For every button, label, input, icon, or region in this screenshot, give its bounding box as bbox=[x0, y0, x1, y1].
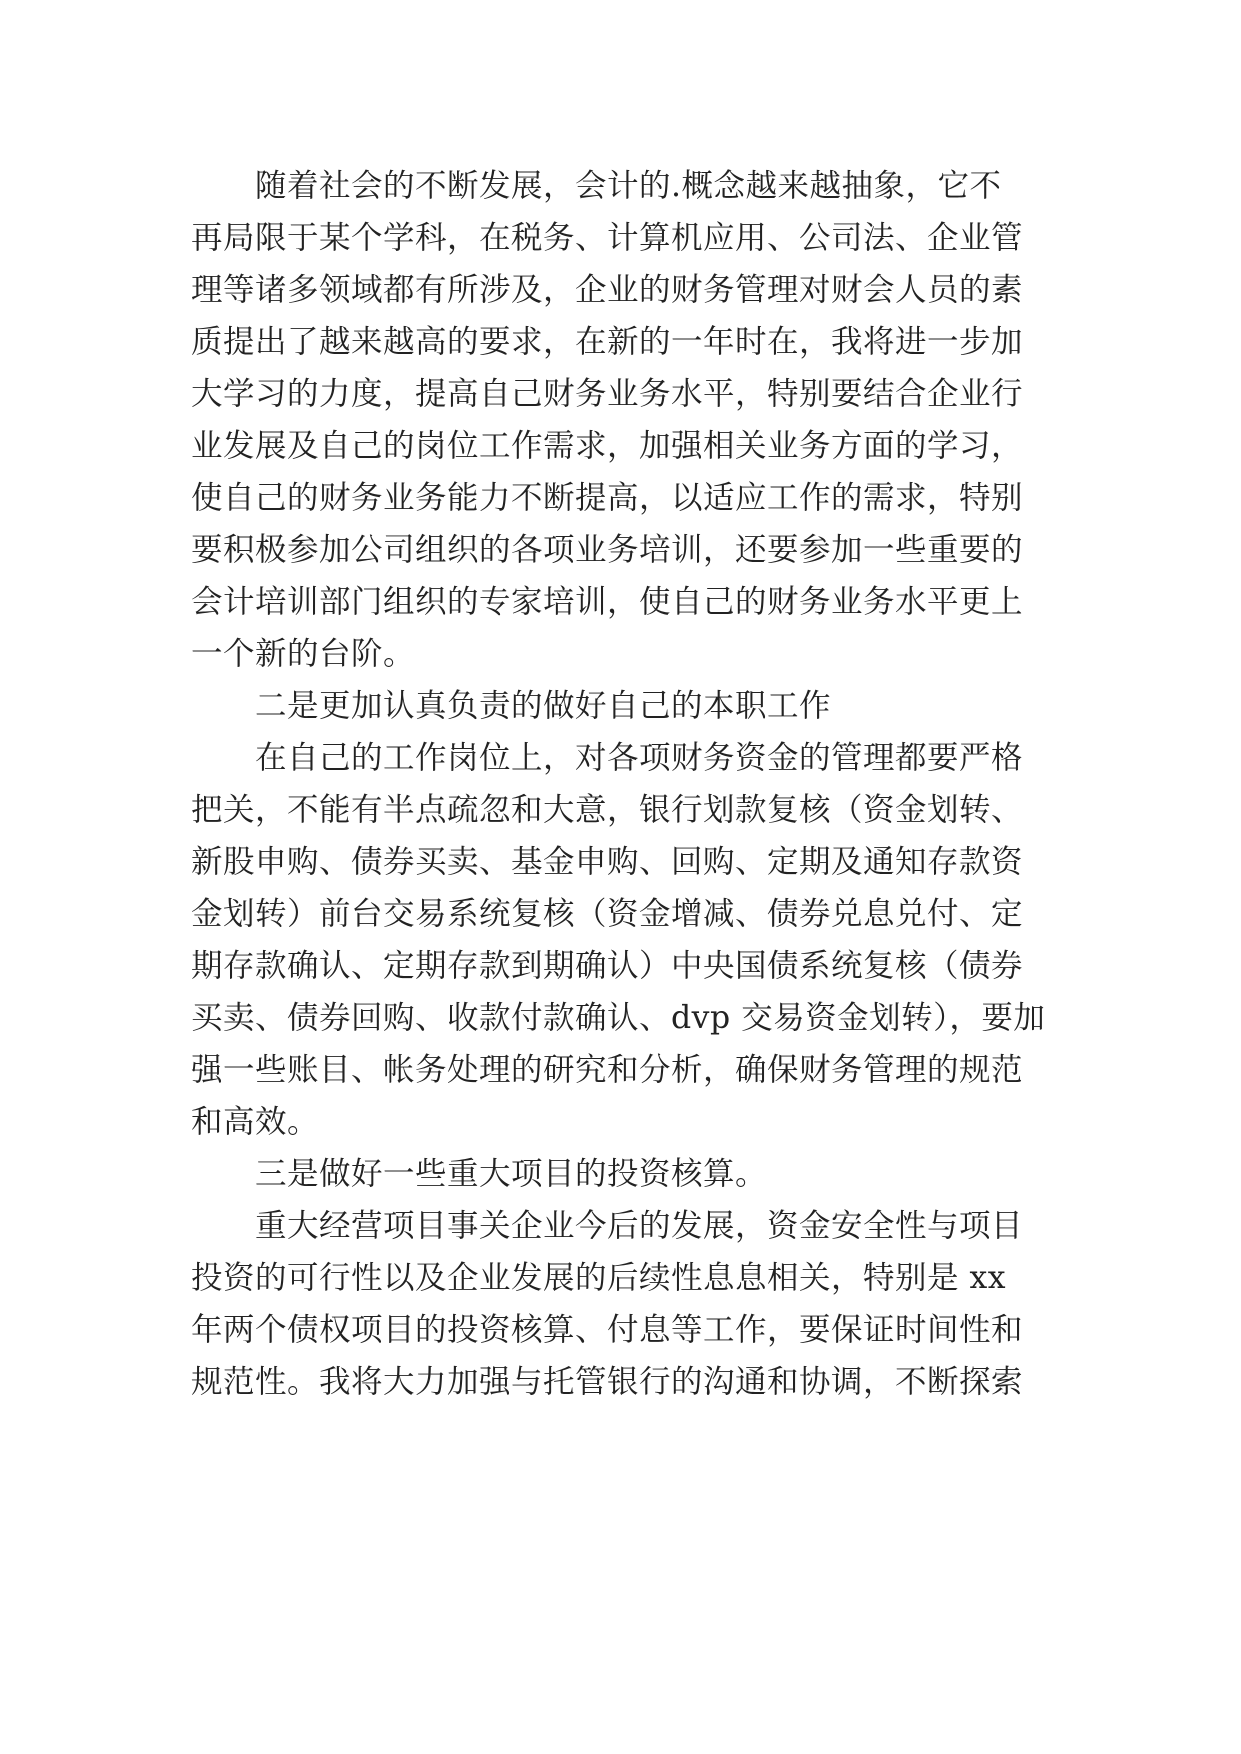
text-line: 新股申购、债券买卖、基金申购、回购、定期及通知存款资 bbox=[191, 844, 1024, 880]
text-line: 买卖、债券回购、收款付款确认、dvp 交易资金划转），要加 bbox=[191, 1000, 1046, 1036]
section-heading-line: 二是更加认真负责的做好自己的本职工作 bbox=[191, 688, 832, 724]
text-line: 投资的可行性以及企业发展的后续性息息相关，特别是 xx bbox=[191, 1260, 1007, 1296]
text-line: 把关，不能有半点疏忽和大意，银行划款复核（资金划转、 bbox=[191, 792, 1024, 828]
text-line: 年两个债权项目的投资核算、付息等工作，要保证时间性和 bbox=[191, 1312, 1024, 1348]
text-line: 质提出了越来越高的要求，在新的一年时在，我将进一步加 bbox=[191, 324, 1024, 360]
document-body bbox=[191, 160, 1051, 1408]
text-line: 强一些账目、帐务处理的研究和分析，确保财务管理的规范 bbox=[191, 1052, 1024, 1088]
text-line: 和高效。 bbox=[191, 1104, 320, 1140]
paragraph-2-heading bbox=[191, 680, 1051, 732]
paragraph-1 bbox=[191, 160, 1051, 680]
text-line: 再局限于某个学科，在税务、计算机应用、公司法、企业管 bbox=[191, 220, 1024, 256]
text-line: 金划转）前台交易系统复核（资金增减、债券兑息兑付、定 bbox=[191, 896, 1024, 932]
text-line: 要积极参加公司组织的各项业务培训，还要参加一些重要的 bbox=[191, 532, 1024, 568]
section-heading-line: 三是做好一些重大项目的投资核算。 bbox=[191, 1156, 768, 1192]
paragraph-5 bbox=[191, 1200, 1051, 1408]
text-line: 重大经营项目事关企业今后的发展，资金安全性与项目 bbox=[191, 1208, 1024, 1244]
text-line: 随着社会的不断发展，会计的.概念越来越抽象，它不 bbox=[191, 168, 1002, 204]
text-line: 一个新的台阶。 bbox=[191, 636, 416, 672]
text-line: 使自己的财务业务能力不断提高，以适应工作的需求，特别 bbox=[191, 480, 1024, 516]
text-line: 大学习的力度，提高自己财务业务水平，特别要结合企业行 bbox=[191, 376, 1024, 412]
text-line: 业发展及自己的岗位工作需求，加强相关业务方面的学习， bbox=[191, 428, 1024, 464]
text-line: 规范性。我将大力加强与托管银行的沟通和协调，不断探索 bbox=[191, 1364, 1024, 1400]
text-line: 在自己的工作岗位上，对各项财务资金的管理都要严格 bbox=[191, 740, 1024, 776]
text-line: 会计培训部门组织的专家培训，使自己的财务业务水平更上 bbox=[191, 584, 1024, 620]
text-line: 理等诸多领域都有所涉及，企业的财务管理对财会人员的素 bbox=[191, 272, 1024, 308]
text-line: 期存款确认、定期存款到期确认）中央国债系统复核（债券 bbox=[191, 948, 1024, 984]
paragraph-3 bbox=[191, 732, 1051, 1148]
paragraph-4-heading bbox=[191, 1148, 1051, 1200]
